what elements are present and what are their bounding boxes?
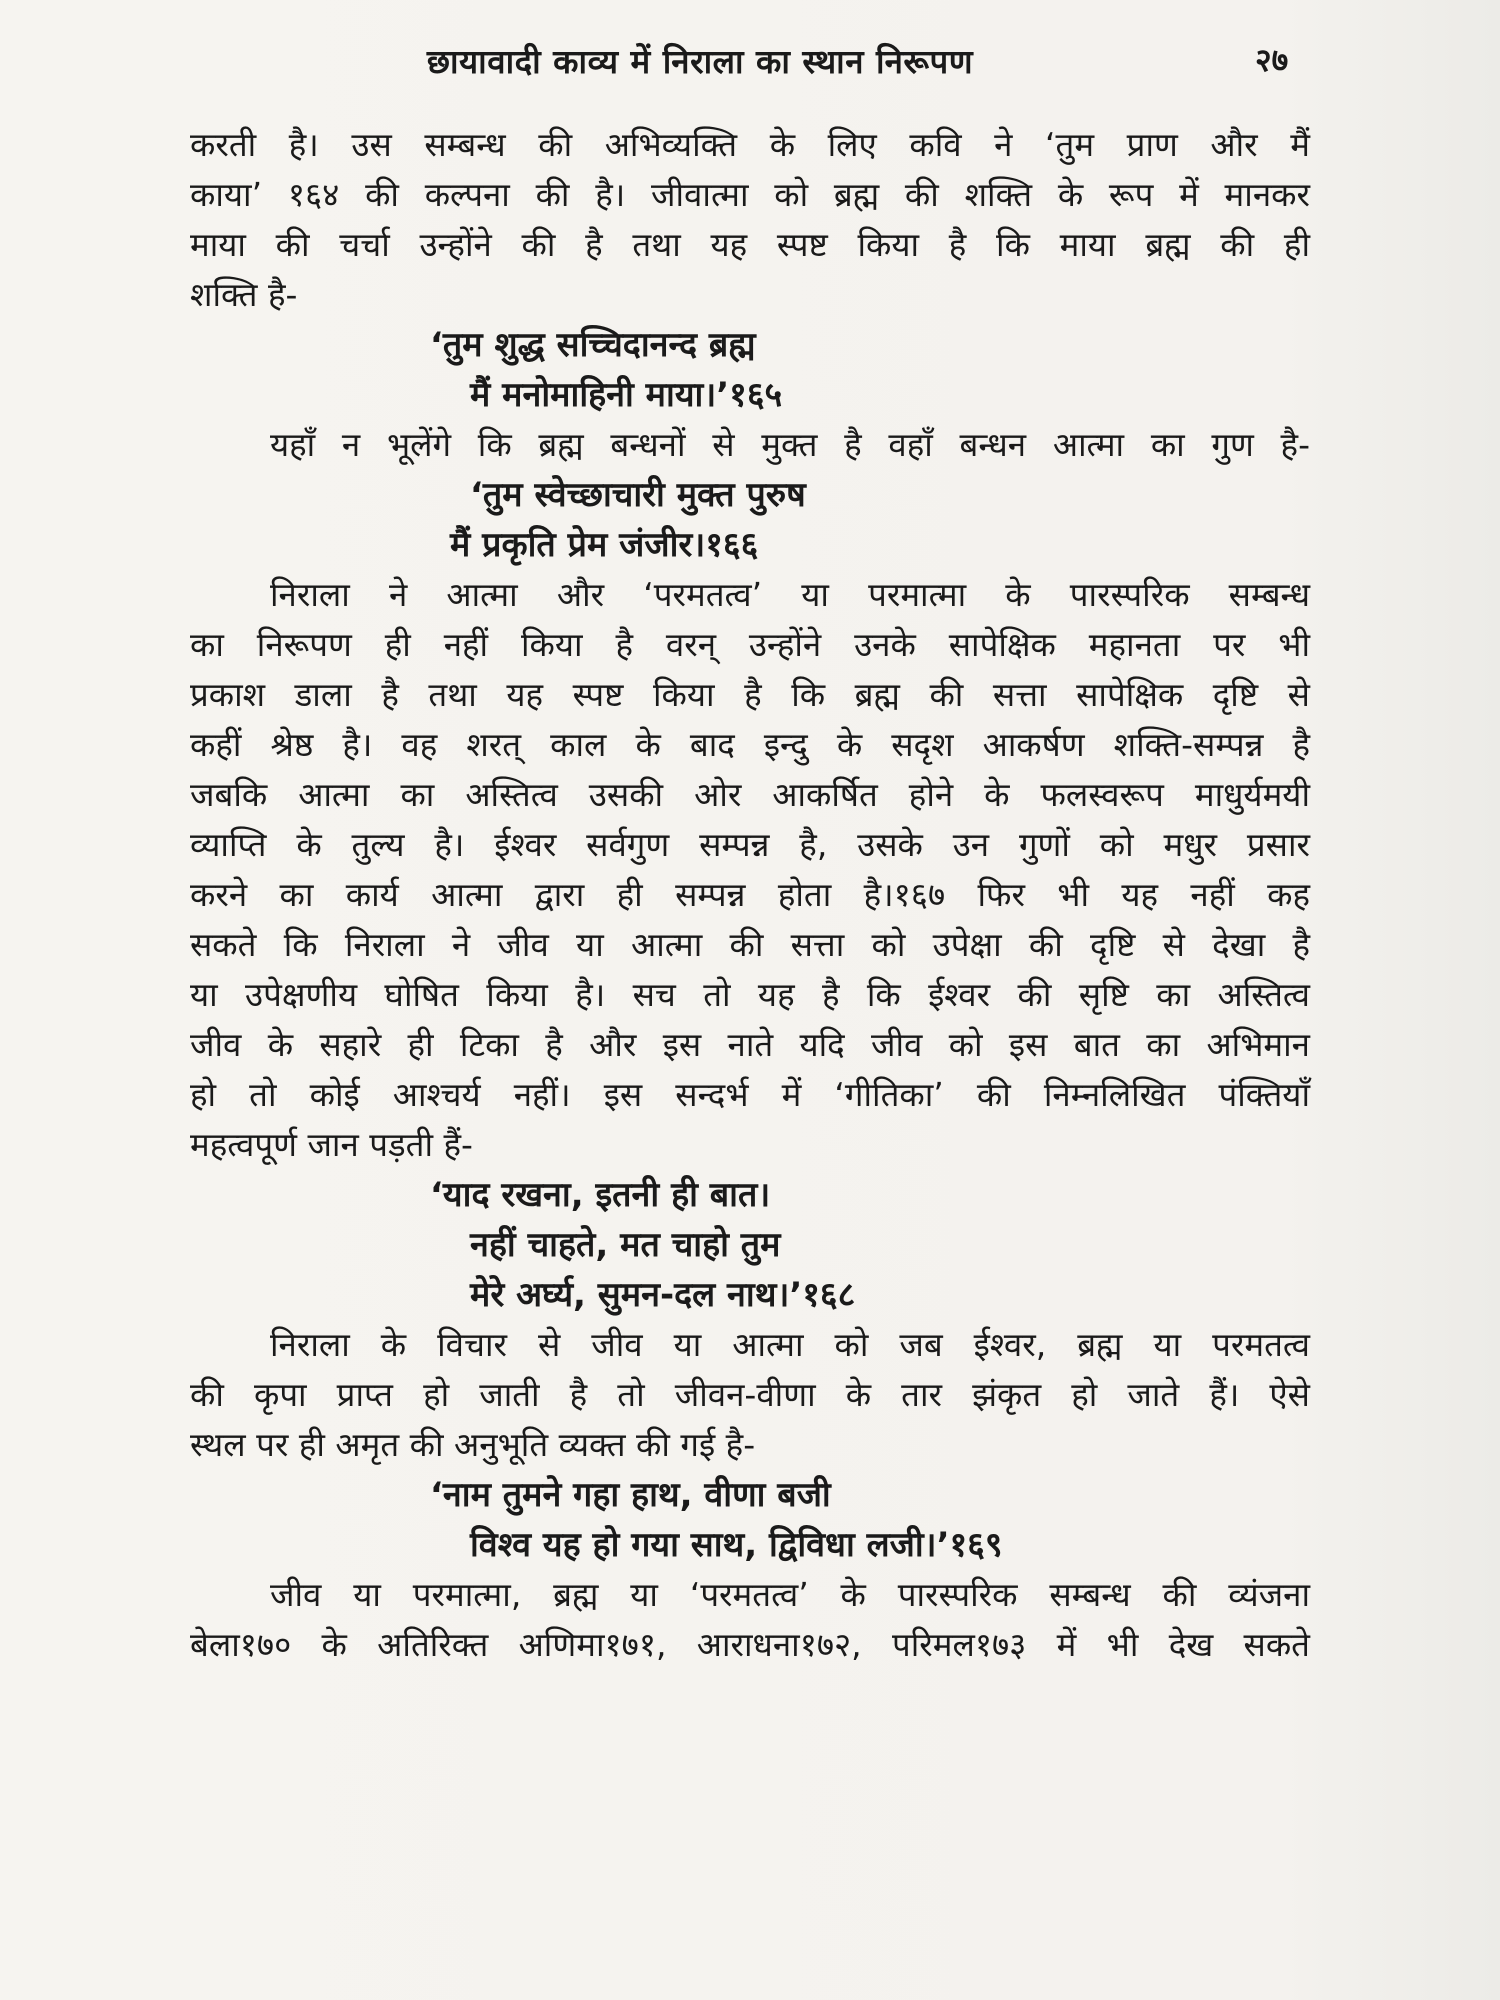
text-line: व्याप्ति के तुल्य है। ईश्वर सर्वगुण सम्पन्न है, उसके उन गुणों को मधुर प्रसार [190,825,1310,864]
text-line: का निरूपण ही नहीं किया है वरन् उन्होंने उनके सापेक्षिक महानता पर भी [190,625,1310,664]
text-line: करने का कार्य आत्मा द्वारा ही सम्पन्न होता है।१६७ फिर भी यह नहीं कह [190,875,1310,914]
page-number: २७ [1255,41,1289,79]
text-line: यहाँ न भूलेंगे कि ब्रह्म बन्धनों से मुक्त है वहाँ बन्धन आत्मा का गुण है- [270,425,1310,464]
verse-line: ‘तुम स्वेच्छाचारी मुक्त पुरुष [470,475,806,515]
text-line: बेला१७० के अतिरिक्त अणिमा१७१, आराधना१७२, परिमल१७३ में भी देख सकते [190,1625,1310,1664]
text-line: काया’ १६४ की कल्पना की है। जीवात्मा को ब्रह्म की शक्ति के रूप में मानकर [190,175,1310,214]
text-line: माया की चर्चा उन्होंने की है तथा यह स्पष्ट किया है कि माया ब्रह्म की ही [190,225,1310,264]
text-line: निराला के विचार से जीव या आत्मा को जब ईश्वर, ब्रह्म या परमतत्व [270,1325,1310,1364]
text-line: या उपेक्षणीय घोषित किया है। सच तो यह है कि ईश्वर की सृष्टि का अस्तित्व [190,975,1310,1014]
text-line: जीव के सहारे ही टिका है और इस नाते यदि जीव को इस बात का अभिमान [190,1025,1310,1064]
text-line: शक्ति है- [190,275,298,314]
body-text [190,120,1310,1670]
text-line: प्रकाश डाला है तथा यह स्पष्ट किया है कि ब्रह्म की सत्ता सापेक्षिक दृष्टि से [190,675,1310,714]
page-header [0,38,1500,98]
text-line: जबकि आत्मा का अस्तित्व उसकी ओर आकर्षित होने के फलस्वरूप माधुर्यमयी [190,775,1310,814]
text-line: की कृपा प्राप्त हो जाती है तो जीवन-वीणा के तार झंकृत हो जाते हैं। ऐसे [190,1375,1310,1414]
verse-line: ‘नाम तुमने गहा हाथ, वीणा बजी [430,1475,831,1515]
text-line: जीव या परमात्मा, ब्रह्म या ‘परमतत्व’ के पारस्परिक सम्बन्ध की व्यंजना [270,1575,1310,1614]
text-line: स्थल पर ही अमृत की अनुभूति व्यक्त की गई है- [190,1425,756,1464]
running-title: छायावादी काव्य में निराला का स्थान निरूपण [426,42,974,81]
verse-line: मेरे अर्घ्य, सुमन-दल नाथ।’१६८ [470,1275,856,1315]
verse-line: ‘याद रखना, इतनी ही बात। [430,1175,771,1215]
text-line: सकते कि निराला ने जीव या आत्मा की सत्ता को उपेक्षा की दृष्टि से देखा है [190,925,1310,964]
verse-line: नहीं चाहते, मत चाहो तुम [470,1225,781,1265]
verse-line: विश्व यह हो गया साथ, द्विविधा लजी।’१६९ [470,1525,1003,1565]
text-line: निराला ने आत्मा और ‘परमतत्व’ या परमात्मा के पारस्परिक सम्बन्ध [270,575,1310,614]
text-line: महत्वपूर्ण जान पड़ती हैं- [190,1125,473,1164]
text-line: कहीं श्रेष्ठ है। वह शरत् काल के बाद इन्दु के सदृश आकर्षण शक्ति-सम्पन्न है [190,725,1310,764]
text-line: हो तो कोई आश्चर्य नहीं। इस सन्दर्भ में ‘गीतिका’ की निम्नलिखित पंक्तियाँ [190,1075,1310,1114]
verse-line: मैं प्रकृति प्रेम जंजीर।१६६ [450,525,759,565]
verse-line: ‘तुम शुद्ध सच्चिदानन्द ब्रह्म [430,325,756,365]
text-line: करती है। उस सम्बन्ध की अभिव्यक्ति के लिए कवि ने ‘तुम प्राण और मैं [190,125,1310,164]
verse-line: मैं मनोमाहिनी माया।’१६५ [470,375,783,415]
